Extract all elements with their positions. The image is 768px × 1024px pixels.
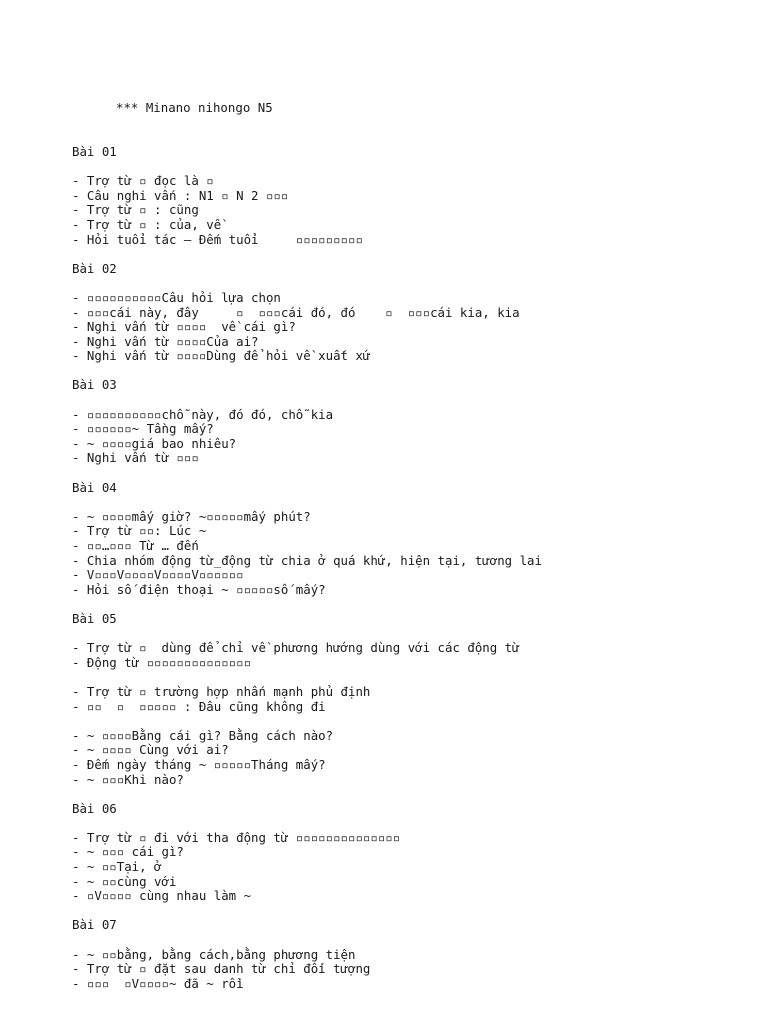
note-line: - ~ ▫▫▫▫ Cùng với ai? [72, 742, 229, 758]
note-line: - Câu nghi vấn : N1 ▫ N 2 ▫▫▫ [72, 187, 289, 203]
blank-line [72, 364, 752, 379]
note-line: - Trợ từ ▫ đọc là ▫ [72, 173, 214, 189]
blank-line [72, 160, 752, 175]
note-line: - Đếm ngày tháng ~ ▫▫▫▫▫Tháng mấy? [72, 756, 326, 772]
blank-line [72, 627, 752, 642]
blank-line [72, 933, 752, 948]
note-line: - Nghi vấn từ ▫▫▫ [72, 450, 199, 466]
note-line: - ▫▫▫▫▫▫▫▫▫▫chỗ này, đó đó, chỗ kia [72, 406, 334, 422]
note-line: - ▫▫ ▫ ▫▫▫▫▫ : Đâu cũng không đi [72, 698, 326, 714]
document-body [72, 145, 752, 991]
blank-line [72, 466, 752, 481]
section-heading: Bài 07 [72, 917, 117, 933]
note-line: - Trợ từ ▫ đặt sau danh từ chỉ đối tượng [72, 961, 371, 977]
note-line: - Nghi vấn từ ▫▫▫▫ về cái gì? [72, 319, 296, 335]
note-line: - ▫▫▫cái này, đây ▫ ▫▫▫cái đó, đó ▫ ▫▫▫cái kia, kia [72, 304, 520, 320]
section-heading: Bài 03 [72, 377, 117, 393]
note-line: - ▫▫…▫▫▫ Từ … đến [72, 538, 199, 553]
document-page [72, 72, 752, 1006]
note-line: - ▫V▫▫▫▫ cùng nhau làm ~ [72, 888, 252, 904]
blank-line [72, 393, 752, 408]
note-line: - ~ ▫▫▫▫mấy giờ? ~▫▫▫▫▫mấy phút? [72, 508, 311, 524]
note-line: - ~ ▫▫Tại, ở [72, 859, 162, 875]
blank-line [72, 816, 752, 831]
note-line: - ~ ▫▫cùng với [72, 873, 177, 889]
blank-line [72, 714, 752, 729]
document-title: *** Minano nihongo N5 [116, 100, 273, 116]
section-heading: Bài 06 [72, 800, 117, 816]
blank-line [72, 247, 752, 262]
note-line: - Nghi vấn từ ▫▫▫▫Của ai? [72, 333, 259, 349]
note-line: - Hỏi tuổi tác – Đếm tuổi ▫▫▫▫▫▫▫▫▫ [72, 231, 363, 247]
blank-line [72, 495, 752, 510]
blank-line [72, 904, 752, 919]
note-line: - Trợ từ ▫ dùng để chỉ về phương hướng dùng với các động từ [72, 640, 520, 656]
note-line: - ~ ▫▫bằng, bằng cách,bằng phương tiện [72, 946, 356, 962]
note-line: - ▫▫▫▫▫▫▫▫▫▫Câu hỏi lựa chọn [72, 289, 281, 305]
note-line: - V▫▫▫V▫▫▫▫V▫▫▫▫V▫▫▫▫▫▫ [72, 567, 244, 583]
note-line: - Trợ từ ▫ đi với tha động từ ▫▫▫▫▫▫▫▫▫▫▫▫▫▫ [72, 829, 401, 845]
blank-line [72, 597, 752, 612]
blank-line [72, 276, 752, 291]
note-line: - Trợ từ ▫ : cũng [72, 202, 199, 218]
note-line: - ~ ▫▫▫ cái gì? [72, 844, 184, 860]
note-line: - ~ ▫▫▫▫Bằng cái gì? Bằng cách nào? [72, 727, 334, 743]
section-heading: Bài 04 [72, 479, 117, 495]
note-line: - ▫▫▫▫▫▫~ Tầng mấy? [72, 421, 214, 437]
note-line: - Trợ từ ▫ trường hợp nhấn mạnh phủ định [72, 683, 371, 699]
note-line: - Trợ từ ▫▫: Lúc ~ [72, 523, 207, 539]
note-line: - Trợ từ ▫ : của, về [72, 216, 222, 232]
blank-line [72, 787, 752, 802]
note-line: - Hỏi số điện thoại ~ ▫▫▫▫▫số mấy? [72, 581, 326, 597]
section-heading: Bài 05 [72, 610, 117, 626]
note-line: - ▫▫▫ ▫V▫▫▫▫~ đã ~ rồi [72, 975, 244, 991]
section-heading: Bài 01 [72, 143, 117, 159]
note-line: - ~ ▫▫▫Khi nào? [72, 771, 184, 787]
note-line: - Nghi vấn từ ▫▫▫▫Dùng để hỏi về xuất xứ [72, 348, 371, 364]
note-line: - ~ ▫▫▫▫giá bao nhiêu? [72, 435, 237, 451]
note-line: - Động từ ▫▫▫▫▫▫▫▫▫▫▫▫▫▫ [72, 654, 252, 670]
section-heading: Bài 02 [72, 260, 117, 276]
blank-line [72, 670, 752, 685]
note-line: - Chia nhóm động từ_động từ chia ở quá khứ, hiện tại, tương lai [72, 552, 542, 568]
